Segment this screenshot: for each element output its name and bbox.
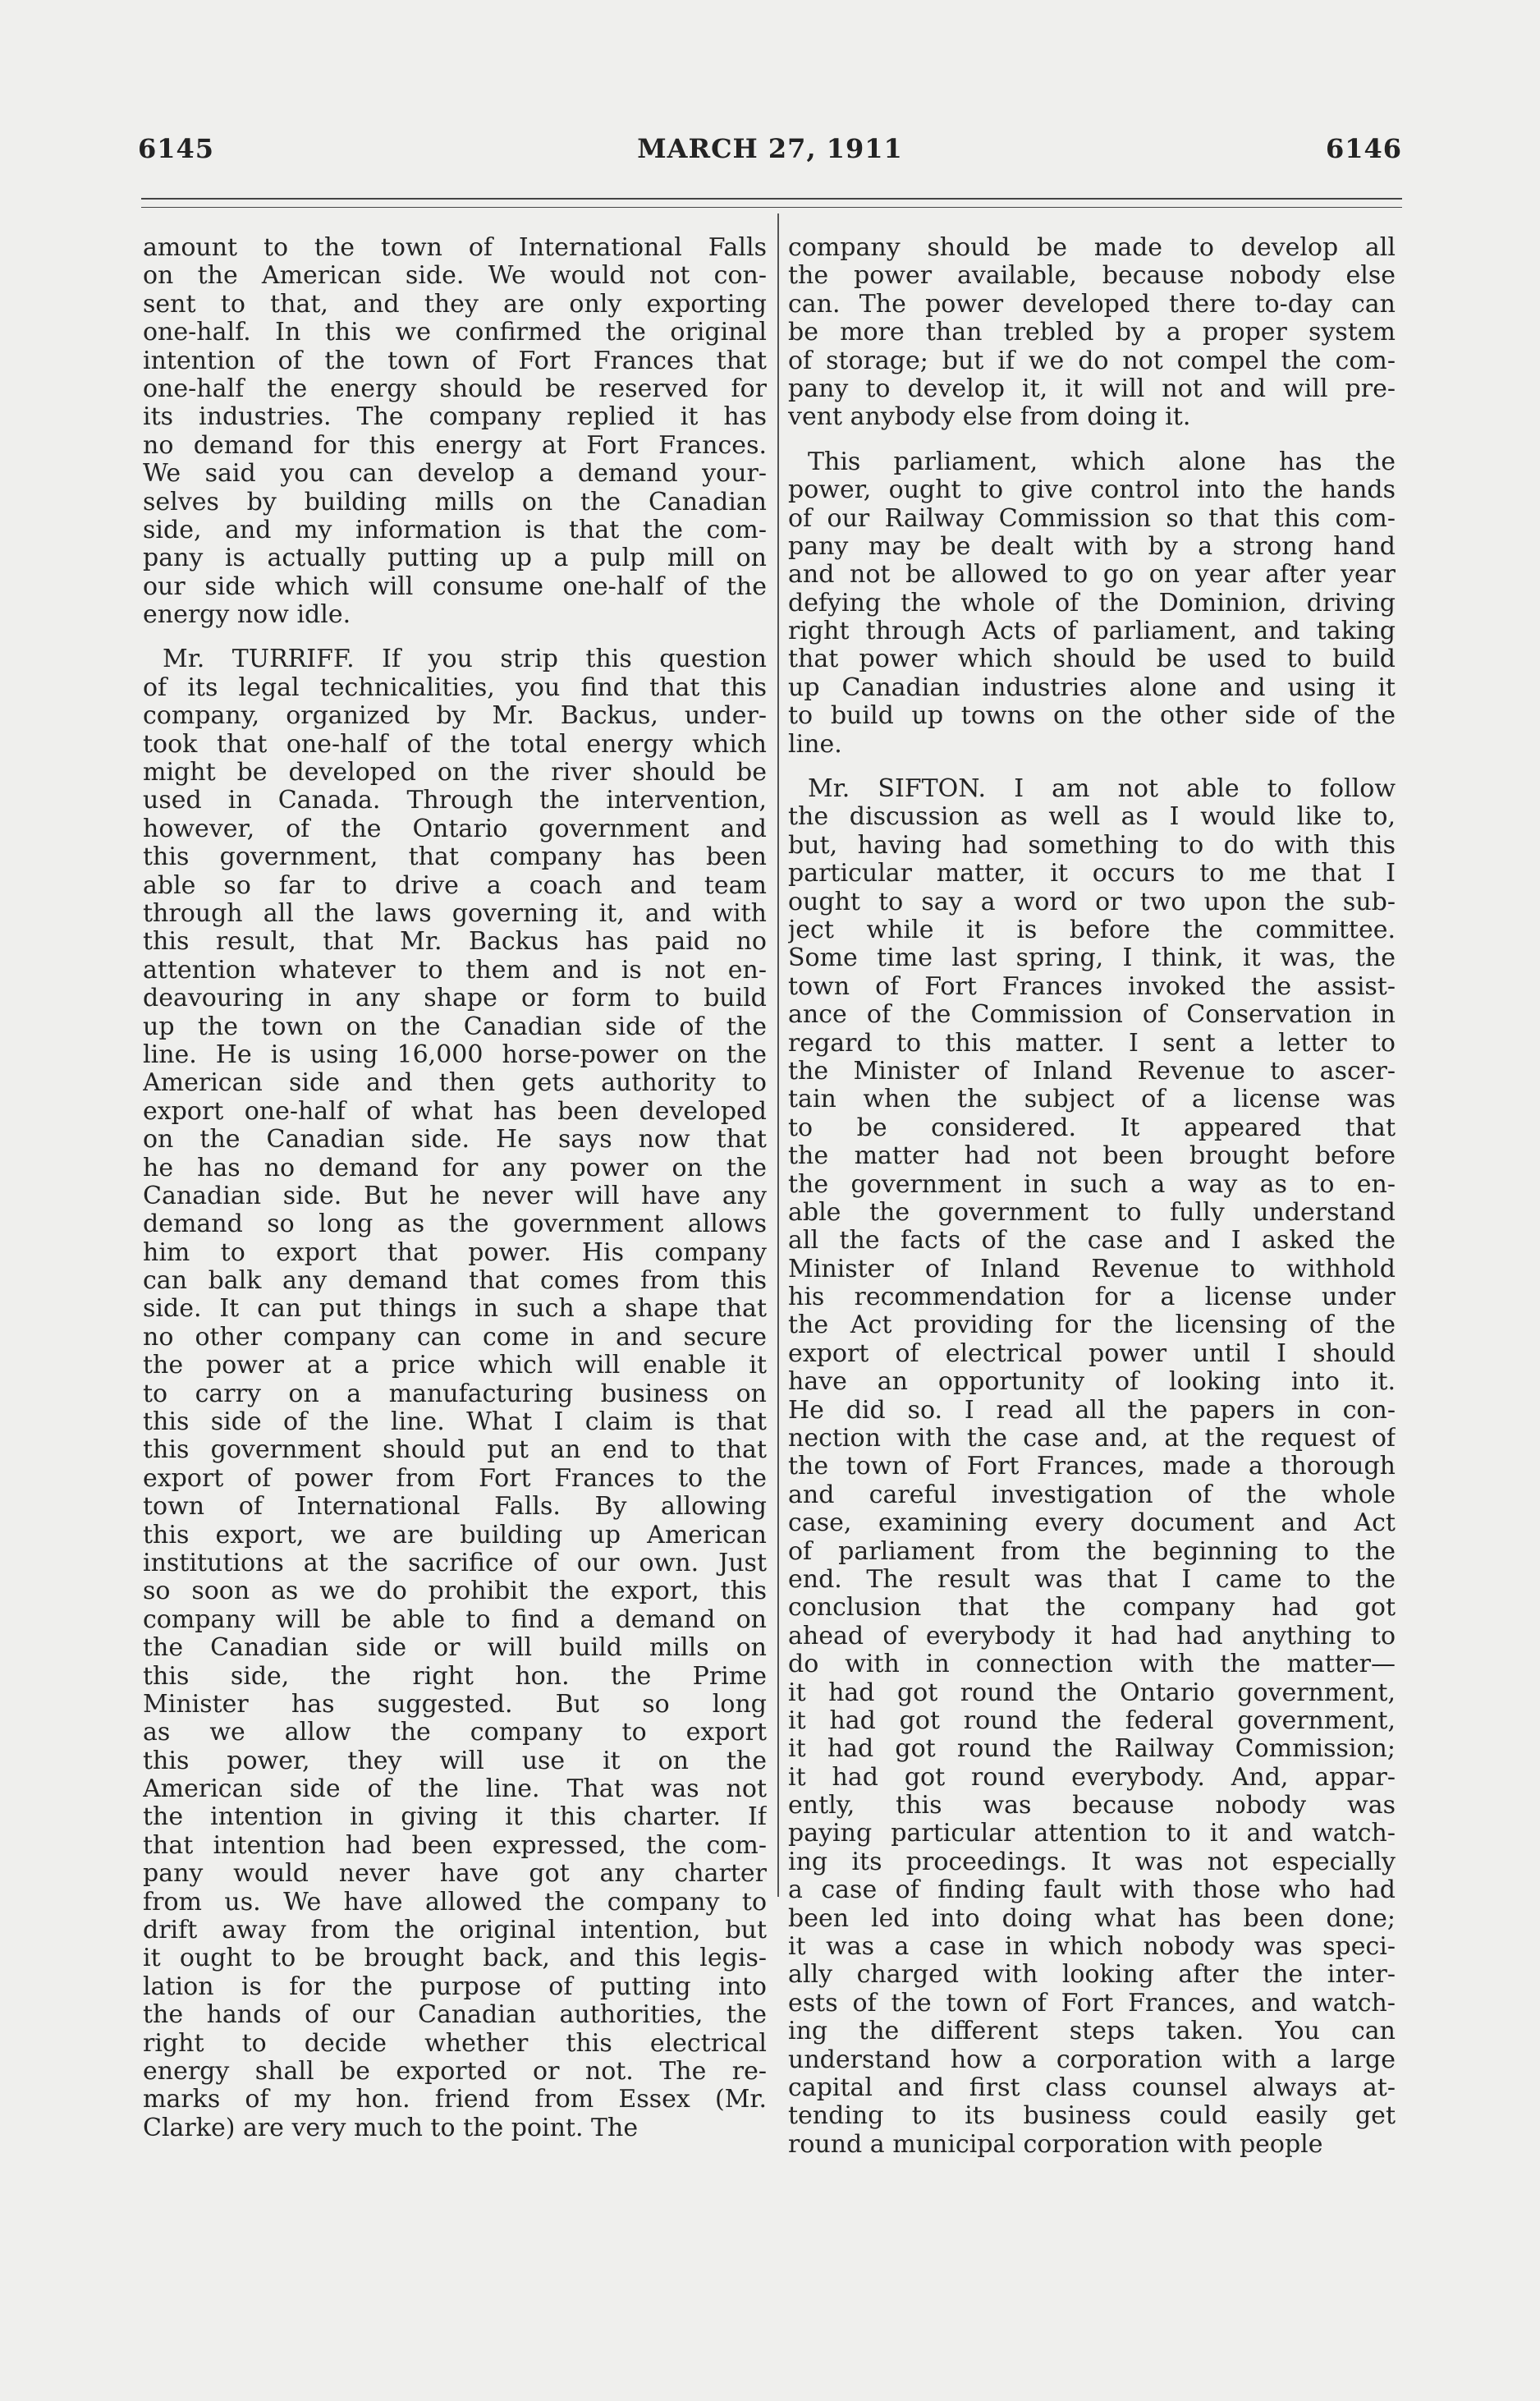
text-line: able so far to drive a coach and team (143, 871, 767, 900)
text-line: him to export that power. His company (143, 1238, 767, 1267)
text-line: pany to develop it, it will not and will pre- (788, 374, 1396, 403)
page-number-right: 6146 (1325, 133, 1402, 164)
text-line: company should be made to develop all (788, 234, 1396, 262)
text-line: institutions at the sacrifice of our own. Just (143, 1549, 767, 1577)
text-line: this power, they will use it on the (143, 1747, 767, 1775)
text-line: have an opportunity of looking into it. (788, 1368, 1396, 1397)
text-line: demand so long as the government allows (143, 1210, 767, 1239)
text-line: the Act providing for the licensing of the (788, 1311, 1396, 1340)
text-line: amount to the town of International Falls (143, 234, 767, 262)
text-line: power, ought to give control into the hands (788, 476, 1396, 505)
text-line: took that one-half of the total energy which (143, 730, 767, 759)
text-line: American side of the line. That was not (143, 1775, 767, 1804)
text-line: of its legal technicalities, you find that this (143, 673, 767, 702)
text-line: that intention had been expressed, the com- (143, 1831, 767, 1860)
text-line: no demand for this energy at Fort Frances. (143, 431, 767, 460)
text-line: nection with the case and, at the request of (788, 1425, 1396, 1453)
text-line: intention of the town of Fort Frances that (143, 347, 767, 375)
text-line: ahead of everybody it had had anything to (788, 1622, 1396, 1650)
text-line: it had got round the federal government, (788, 1706, 1396, 1735)
text-line: drift away from the original intention, but (143, 1917, 767, 1945)
text-line: paying particular attention to it and watch- (788, 1820, 1396, 1848)
text-line: it had got round everybody. And, appar- (788, 1763, 1396, 1792)
text-line: this government, that company has been (143, 843, 767, 872)
text-line: company, organized by Mr. Backus, under- (143, 702, 767, 731)
text-line: ently, this was because nobody was (788, 1792, 1396, 1820)
paragraph (788, 448, 1396, 759)
text-line: tain when the subject of a license was (788, 1086, 1396, 1114)
paragraph (788, 234, 1396, 432)
header-rule-top (141, 198, 1402, 200)
text-line: energy shall be exported or not. The re- (143, 2058, 767, 2086)
text-line: deavouring in any shape or form to build (143, 985, 767, 1013)
text-line: the hands of our Canadian authorities, the (143, 2001, 767, 2030)
paragraph-gap (788, 759, 1396, 775)
text-line: town of Fort Frances invoked the assist- (788, 972, 1396, 1001)
text-line: export of electrical power until I should (788, 1339, 1396, 1368)
text-line: round a municipal corporation with people (788, 2130, 1323, 2159)
text-line: but, having had something to do with this (788, 831, 1396, 860)
text-line: able the government to fully understand (788, 1198, 1396, 1227)
text-line: his recommendation for a license under (788, 1283, 1396, 1312)
text-line: the power at a price which will enable it (143, 1352, 767, 1380)
text-line: from us. We have allowed the company to (143, 1888, 767, 1917)
right-column (788, 234, 1396, 2159)
text-line: conclusion that the company had got (788, 1594, 1396, 1623)
text-line: tending to its business could easily get (788, 2102, 1396, 2131)
left-column (143, 234, 767, 2142)
text-line: side, and my information is that the com- (143, 516, 767, 544)
text-line: of parliament from the beginning to the (788, 1537, 1396, 1566)
text-line: export of power from Fort Frances to the (143, 1464, 767, 1493)
text-line: this side of the line. What I claim is that (143, 1408, 767, 1437)
text-line: capital and first class counsel always at- (788, 2074, 1396, 2102)
text-line: He did so. I read all the papers in con- (788, 1396, 1396, 1425)
page-number-left: 6145 (138, 133, 215, 164)
text-line: ject while it is before the committee. (788, 916, 1396, 944)
text-line: line. (788, 730, 842, 759)
text-line: to be considered. It appeared that (788, 1113, 1396, 1142)
text-line: this result, that Mr. Backus has paid no (143, 928, 767, 957)
text-line: selves by building mills on the Canadian (143, 488, 767, 516)
text-line: all the facts of the case and I asked the (788, 1227, 1396, 1256)
text-line: ance of the Commission of Conservation in (788, 1001, 1396, 1030)
text-line: been led into doing what has been done; (788, 1904, 1396, 1933)
text-line: it ought to be brought back, and this legis- (143, 1944, 767, 1973)
text-line: defying the whole of the Dominion, driving (788, 589, 1396, 617)
text-line: as we allow the company to export (143, 1719, 767, 1747)
text-line: it had got round the Ontario government, (788, 1678, 1396, 1707)
text-line: Mr. SIFTON. I am not able to follow (808, 775, 1396, 804)
text-line: he has no demand for any power on the (143, 1154, 767, 1182)
text-line: pany is actually putting up a pulp mill on (143, 544, 767, 573)
paragraph (143, 234, 767, 629)
text-line: the power available, because nobody else (788, 262, 1396, 291)
header-rule-bottom (141, 207, 1402, 208)
text-line: line. He is using 16,000 horse-power on the (143, 1040, 767, 1069)
text-line: this side, the right hon. the Prime (143, 1662, 767, 1691)
text-line: the intention in giving it this charter. If (143, 1803, 767, 1832)
text-line: it had got round the Railway Commission; (788, 1735, 1396, 1764)
text-line: export one-half of what has been developed (143, 1097, 767, 1126)
text-line: side. It can put things in such a shape that (143, 1295, 767, 1324)
text-line: on the American side. We would not con- (143, 262, 767, 291)
text-line: it was a case in which nobody was speci- (788, 1933, 1396, 1962)
text-line: town of International Falls. By allowing (143, 1493, 767, 1522)
text-line: through all the laws governing it, and with (143, 899, 767, 928)
text-line: understand how a corporation with a large (788, 2045, 1396, 2074)
text-line: the Canadian side or will build mills on (143, 1634, 767, 1663)
text-line: the matter had not been brought before (788, 1142, 1396, 1171)
text-line: this government should put an end to that (143, 1436, 767, 1465)
text-line: up Canadian industries alone and using it (788, 673, 1396, 702)
text-line: its industries. The company replied it has (143, 403, 767, 432)
paragraph (788, 775, 1396, 2159)
text-line: lation is for the purpose of putting into (143, 1972, 767, 2001)
text-line: so soon as we do prohibit the export, this (143, 1577, 767, 1606)
text-line: the government in such a way as to en- (788, 1170, 1396, 1199)
text-line: Mr. TURRIFF. If you strip this question (163, 645, 767, 674)
text-line: up the town on the Canadian side of the (143, 1012, 767, 1041)
text-line: This parliament, which alone has the (808, 448, 1396, 476)
text-line: Minister of Inland Revenue to withhold (788, 1255, 1396, 1283)
text-line: regard to this matter. I sent a letter to (788, 1029, 1396, 1058)
text-line: do with in connection with the matter— (788, 1650, 1396, 1679)
text-line: can. The power developed there to-day can (788, 290, 1396, 319)
text-line: this export, we are building up American (143, 1521, 767, 1549)
text-line: that power which should be used to build (788, 645, 1396, 674)
text-line: vent anybody else from doing it. (788, 403, 1191, 432)
text-line: on the Canadian side. He says now that (143, 1126, 767, 1155)
text-line: right to decide whether this electrical (143, 2029, 767, 2058)
text-line: of storage; but if we do not compel the com- (788, 347, 1396, 375)
text-line: ests of the town of Fort Frances, and watch- (788, 1989, 1396, 2018)
text-line: one-half the energy should be reserved for (143, 374, 767, 403)
text-line: Clarke) are very much to the point. The (143, 2114, 639, 2142)
text-line: pany would never have got any charter (143, 1860, 767, 1889)
text-line: end. The result was that I came to the (788, 1565, 1396, 1594)
text-line: to build up towns on the other side of the (788, 702, 1396, 731)
text-line: our side which will consume one-half of the (143, 572, 767, 601)
text-line: no other company can come in and secure (143, 1323, 767, 1352)
text-line: be more than trebled by a proper system (788, 319, 1396, 347)
text-line: energy now idle. (143, 601, 351, 630)
text-line: ought to say a word or two upon the sub- (788, 888, 1396, 916)
paragraph-gap (788, 432, 1396, 448)
text-line: might be developed on the river should be (143, 759, 767, 787)
text-line: a case of finding fault with those who had (788, 1876, 1396, 1905)
text-line: American side and then gets authority to (143, 1069, 767, 1098)
text-line: ing its proceedings. It was not especially (788, 1848, 1396, 1876)
text-line: company will be able to find a demand on (143, 1605, 767, 1634)
text-line: case, examining every document and Act (788, 1509, 1396, 1538)
text-line: and careful investigation of the whole (788, 1481, 1396, 1509)
column-divider (777, 213, 779, 1897)
text-line: Canadian side. But he never will have any (143, 1182, 767, 1210)
text-line: Minister has suggested. But so long (143, 1690, 767, 1719)
text-line: ing the different steps taken. You can (788, 2018, 1396, 2046)
text-line: can balk any demand that comes from this (143, 1267, 767, 1296)
text-line: used in Canada. Through the intervention, (143, 787, 767, 815)
text-line: pany may be dealt with by a strong hand (788, 532, 1396, 561)
text-line: sent to that, and they are only exporting (143, 290, 767, 319)
text-line: We said you can develop a demand your- (143, 460, 767, 489)
text-line: the town of Fort Frances, made a thorough (788, 1453, 1396, 1481)
text-line: Some time last spring, I think, it was, the (788, 944, 1396, 973)
text-line: one-half. In this we confirmed the original (143, 319, 767, 347)
page-date-header: MARCH 27, 1911 (637, 133, 903, 164)
text-line: attention whatever to them and is not en- (143, 956, 767, 985)
text-line: of our Railway Commission so that this com- (788, 504, 1396, 533)
paragraph (143, 645, 767, 2142)
text-line: however, of the Ontario government and (143, 815, 767, 843)
text-line: to carry on a manufacturing business on (143, 1380, 767, 1408)
paragraph-gap (143, 629, 767, 645)
text-line: the Minister of Inland Revenue to ascer- (788, 1057, 1396, 1086)
text-line: the discussion as well as I would like to, (788, 803, 1396, 832)
text-line: and not be allowed to go on year after year (788, 561, 1396, 590)
text-line: particular matter, it occurs to me that I (788, 860, 1396, 888)
text-line: ally charged with looking after the inter- (788, 1961, 1396, 1990)
text-line: marks of my hon. friend from Essex (Mr. (143, 2086, 767, 2114)
text-line: right through Acts of parliament, and taking (788, 617, 1396, 646)
